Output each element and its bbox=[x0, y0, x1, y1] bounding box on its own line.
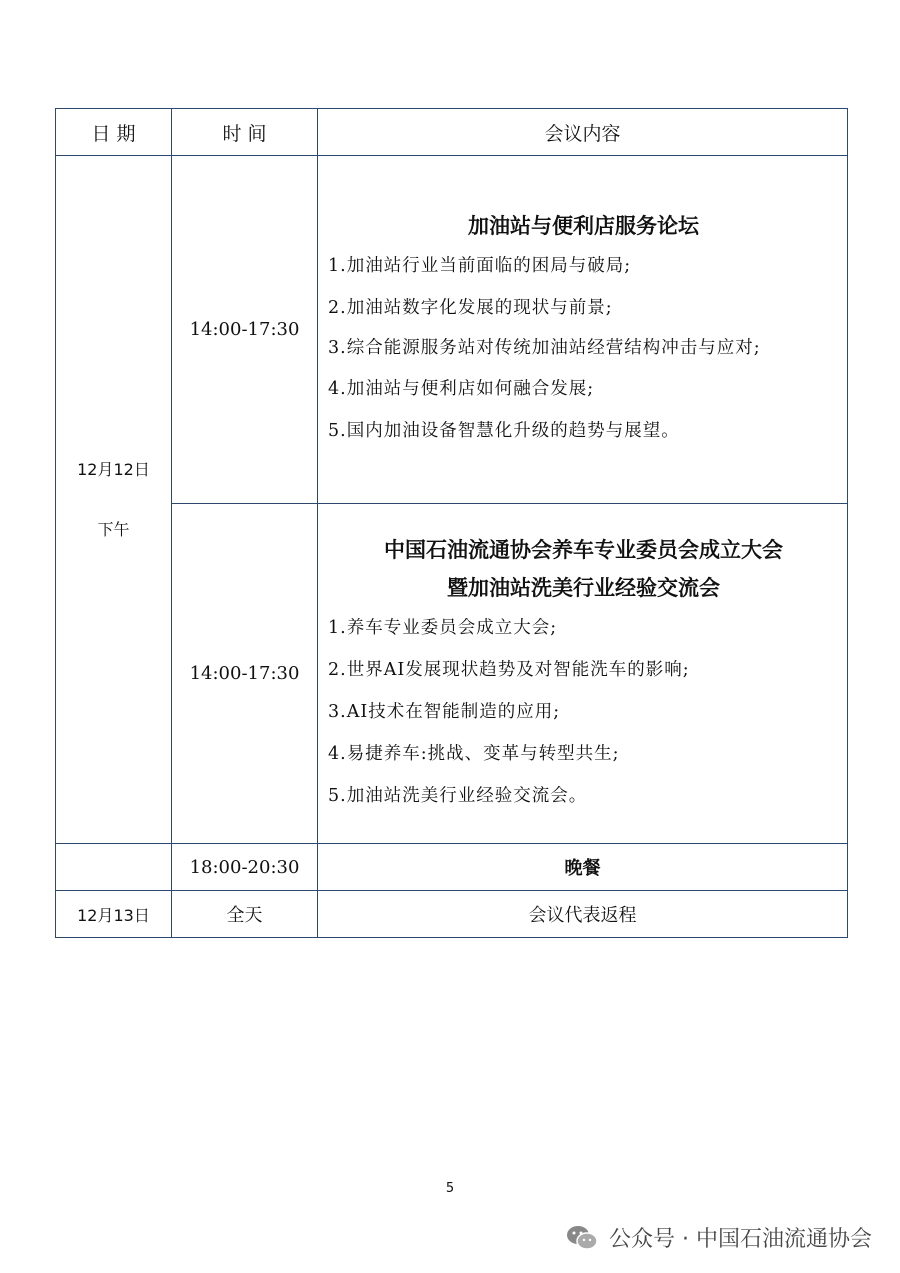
agenda-item: 4.易捷养车:挑战、变革与转型共生; bbox=[328, 743, 620, 764]
date-label: 12月12日 bbox=[77, 459, 150, 479]
agenda-item: 5.加油站洗美行业经验交流会。 bbox=[328, 785, 588, 806]
empty-date-cell bbox=[56, 844, 172, 891]
session-row bbox=[56, 504, 848, 844]
agenda-item: 1.养车专业委员会成立大会; bbox=[328, 617, 558, 638]
content-cell bbox=[318, 504, 848, 844]
dinner-content: 晚餐 bbox=[318, 844, 848, 891]
forum-subtitle: 暨加油站洗美行业经验交流会 bbox=[447, 575, 720, 600]
header-date: 日 期 bbox=[56, 109, 172, 156]
agenda-item: 2.加油站数字化发展的现状与前景; bbox=[328, 298, 613, 318]
return-time: 全天 bbox=[172, 891, 318, 938]
content-cell bbox=[318, 156, 848, 504]
date-cell-dec12 bbox=[56, 156, 172, 844]
return-content: 会议代表返程 bbox=[318, 891, 848, 938]
header-time: 时 间 bbox=[172, 109, 318, 156]
forum-title: 加油站与便利店服务论坛 bbox=[468, 214, 699, 238]
return-row bbox=[56, 891, 848, 938]
agenda-item: 3.综合能源服务站对传统加油站经营结构冲击与应对; bbox=[328, 338, 761, 358]
period-label: 下午 bbox=[97, 519, 130, 539]
return-date: 12月13日 bbox=[56, 891, 172, 938]
agenda-item: 3.AI技术在智能制造的应用; bbox=[328, 701, 561, 722]
watermark-label: 公众号 · 中国石油流通协会 bbox=[609, 1227, 872, 1252]
watermark bbox=[565, 1222, 872, 1253]
time-cell: 14:00-17:30 bbox=[172, 504, 318, 844]
time-cell: 14:00-17:30 bbox=[172, 156, 318, 504]
header-content: 会议内容 bbox=[318, 109, 848, 156]
forum-title: 中国石油流通协会养车专业委员会成立大会 bbox=[384, 537, 783, 562]
session-row bbox=[56, 156, 848, 504]
agenda-item: 5.国内加油设备智慧化升级的趋势与展望。 bbox=[328, 421, 680, 441]
wechat-logo-icon bbox=[565, 1223, 599, 1253]
dinner-row bbox=[56, 844, 848, 891]
schedule-table bbox=[55, 108, 848, 938]
agenda-item: 1.加油站行业当前面临的困局与破局; bbox=[328, 256, 632, 276]
dinner-time: 18:00-20:30 bbox=[172, 844, 318, 891]
header-row bbox=[56, 109, 848, 156]
agenda-item: 2.世界AI发展现状趋势及对智能洗车的影响; bbox=[328, 659, 690, 680]
agenda-item: 4.加油站与便利店如何融合发展; bbox=[328, 379, 595, 399]
page-number: 5 bbox=[445, 1181, 455, 1196]
